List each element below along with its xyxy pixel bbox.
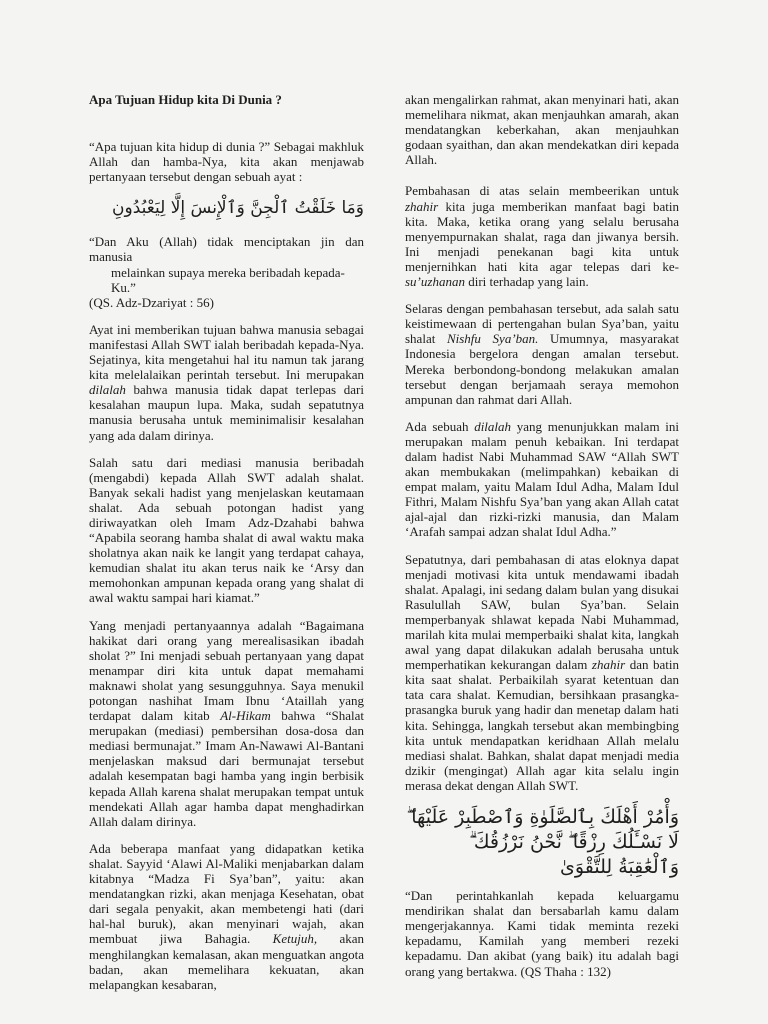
text-run: Ada sebuah [405,418,475,434]
paragraph-dilalah [405,419,679,540]
italic-term: zhahir [591,657,626,673]
paragraph-motivasi [405,552,679,794]
translation-line-1: “Dan Aku (Allah) tidak menciptakan jin dan manusia [89,234,364,265]
text-run: diri terhadap yang lain. [464,274,589,290]
paragraph-zhahir-batin [405,183,679,289]
italic-term: su’uzhanan [405,274,465,290]
italic-term: Al-Hikam [220,708,271,724]
article-title: Apa Tujuan Hidup kita Di Dunia ? [89,92,282,107]
verse-reference: (QS. Adz-Dzariyat : 56) [89,294,214,310]
arabic-verse-thaha: وَأْمُرْ أَهْلَكَ بِٱلصَّلَوٰةِ وَٱصْطَبِرْ عَلَيْهَا ۖ لَا نَسْـَٔلُكَ رِزْقًا ۖ نَّحْنُ نَرْزُقُكَ ۗ وَٱلْعَٰقِبَةُ لِلتَّقْوَىٰ [406,806,679,879]
left-column [89,92,364,1004]
italic-term: zhahir [405,198,439,214]
paragraph-thaha-translation: “Dan perintahkanlah kepada keluargamu mendirikan shalat dan bersabarlah kamu dalam mengerjakannya. Kami tidak meminta rezeki kepadamu, Kamilah yang memberi rezeki kepadamu. Dan akibat (yang baik) itu adalah bagi orang yang bertakwa. (QS Thaha : 132) [405,888,679,979]
text-run: Sepatutnya, dari pembahasan di atas eloknya dapat menjadi motivasi kita untuk mendawami ibadah shalat. Apalagi, ini sedang dalam bulan yang disukai Rasulullah SAW, bulan Sya’ban. Selain memperbanyak shlawat kepada Nabi Muhammad, marilah kita mulai memperbaiki shalat kita, langkah awal yang dapat dilakukan adalah berusaha untuk memperhatikan kekurangan dalam [405,551,679,673]
paragraph-manfaat-continued: akan mengalirkan rahmat, akan menyinari hati, akan memelihara nikmat, akan menjauhkan amarah, akan mendatangkan keberkahan, akan menjauhkan godaan syaithan, dan akan mendekatkan diri kepada Allah. [405,92,679,168]
paragraph-hakikat [89,618,364,829]
text-run: bahwa manusia tidak dapat terlepas dari kesalahan maupun lupa. Maka, sudah sepatutnya manusia berusaha untuk meminimalisir kesalahan yang ada dalam dirinya. [89,382,364,443]
arabic-verse-adz-dzariyat: وَمَا خَلَقْتُ ٱلْجِنَّ وَٱلْإِنسَ إِلَّا لِيَعْبُدُونِ [112,198,364,219]
text-run: Ada beberapa manfaat yang didapatkan ketika shalat. Sayyid ‘Alawi Al-Maliki menjabarkan dalam kitabnya “Madza Fi Sya’ban”, yaitu: akan mendatangkan rizki, akan menjaga Kesehatan, obat dari segala penyakit, akan membetengi hati (dari hal-hal buruk), akan menyinari wajah, akan membuat jiwa Bahagia. [89,840,364,947]
verse-translation [89,234,364,309]
text-run: Ayat ini memberikan tujuan bahwa manusia sebagai manifestasi Allah SWT ialah beribadah kepada-Nya. Sejatinya, kita mengetahui hal itu namun tak jarang kita melelalaikan perintah tersebut. Ini merupakan [89,321,364,383]
translation-line-2: melainkan supaya mereka beribadah kepada-Ku.” [111,264,345,295]
italic-term: dilalah [89,382,126,398]
right-column [405,92,679,991]
paragraph-nishfu-syaban [405,301,679,407]
text-run: bahwa “Shalat merupakan (mediasi) pembersihan dosa-dosa dan mediasi bermunajat.” Imam An-Nawawi Al-Bantani menjelaskan maksud dari bermunajat tersebut adalah kesempatan bagi hamba yang ingin berbisik kepada Allah karena shalat merupakan tempat untuk mendekati Allah agar hamba dapat menghadirkan Allah dalam dirinya. [89,708,364,829]
italic-term: dilalah [474,418,512,434]
text-run: Pembahasan di atas selain membeerikan untuk [405,183,679,199]
text-run: kita juga memberikan manfaat bagi batin kita. Maka, ketika orang yang selalu berusaha menyempurnakan shalat, raga dan jiwanya bersih. Ini menjadi penekanan bagi kita untuk menjernihkan hati kita agar telepas dari ke- [405,198,679,274]
text-run: Selaras dengan pembahasan tersebut, ada salah satu keistimewaan di pertengahan bulan Sya’ban, yaitu shalat [405,301,679,347]
text-run: Yang menjadi pertanyaannya adalah “Bagaimana hakikat dari orang yang merealisasikan ibadah sholat ?” Ini menjadi sebuah pertanyaan yang dapat menampar diri kita untuk dapat memahami maknawi sholat yang sesungguhnya. Saya menukil potongan nashihat Imam Ibnu ‘Ataillah yang terdapat dalam kitab [89,617,364,724]
italic-term: Ketujuh, [272,931,318,947]
text-run: dan batin kita saat shalat. Perbaikilah syarat ketentuan dan tata cara shalat. Kemudian, bersihkaan prasangka-prasangka buruk yang hadir dan menetap dalam hati kita. Sehingga, langkah tersebut akan membingbing kita untuk mendapatkan keridhaan Allah melalu mediasi shalat. Bahkan, shalat dapat menjadi media dzikir (mengingat) Allah agar kita selalu ingin merasa dekat dengan Allah SWT. [405,657,679,793]
text-run: yang menunjukkan malam ini merupakan malam penuh kebaikan. Ini terdapat dalam hadist Nabi Muhammad SAW “Allah SWT akan membukakan (melimpahkan) kebaikan di empat malam, yaitu Malam Idul Adha, Malam Idul Fithri, Malam Nishfu Sya’ban yang akan Allah catat ajal-ajal dan rizki-rizki manusia, dan Malam ‘Arafah sampai adzan shalat Idul Adha.” [405,418,679,540]
italic-term: Nishfu Sya’ban. [446,331,539,347]
paragraph-manfaat [89,841,364,992]
intro-paragraph: “Apa tujuan kita hidup di dunia ?” Sebagai makhluk Allah dan hamba-Nya, kita akan menjawab pertanyaan tersebut dengan sebuah ayat : [89,139,364,185]
text-run: Umumnya, masyarakat Indonesia bergelora dengan amalan tersebut. Mereka berbondong-bondong melakukan amalan tersebut dengan berjamaah seraya memohon ampunan dan rahmat dari Allah. [405,331,679,407]
paragraph-shalat: Salah satu dari mediasi manusia beribadah (mengabdi) kepada Allah SWT adalah shalat. Banyak sekali hadist yang menjelaskan keutamaan shalat. Ada sebuah potongan hadist yang diriwayatkan oleh Imam Adz-Dzahabi bahwa “Apabila seorang hamba shalat di awal waktu maka sholatnya akan naik ke langit yang terdapat cahaya, kemudian shalat itu akan terus naik ke ‘Arsy dan memohonkan ampunan kepada orang yang shalat di awal waktu sampai hari kiamat.” [89,454,364,606]
text-run: akan menghilangkan kemalasan, akan menguatkan angota badan, akan memelihara kekuatan, akan melapangkan kesabaran, [89,931,364,992]
paragraph-ayat [89,322,364,443]
